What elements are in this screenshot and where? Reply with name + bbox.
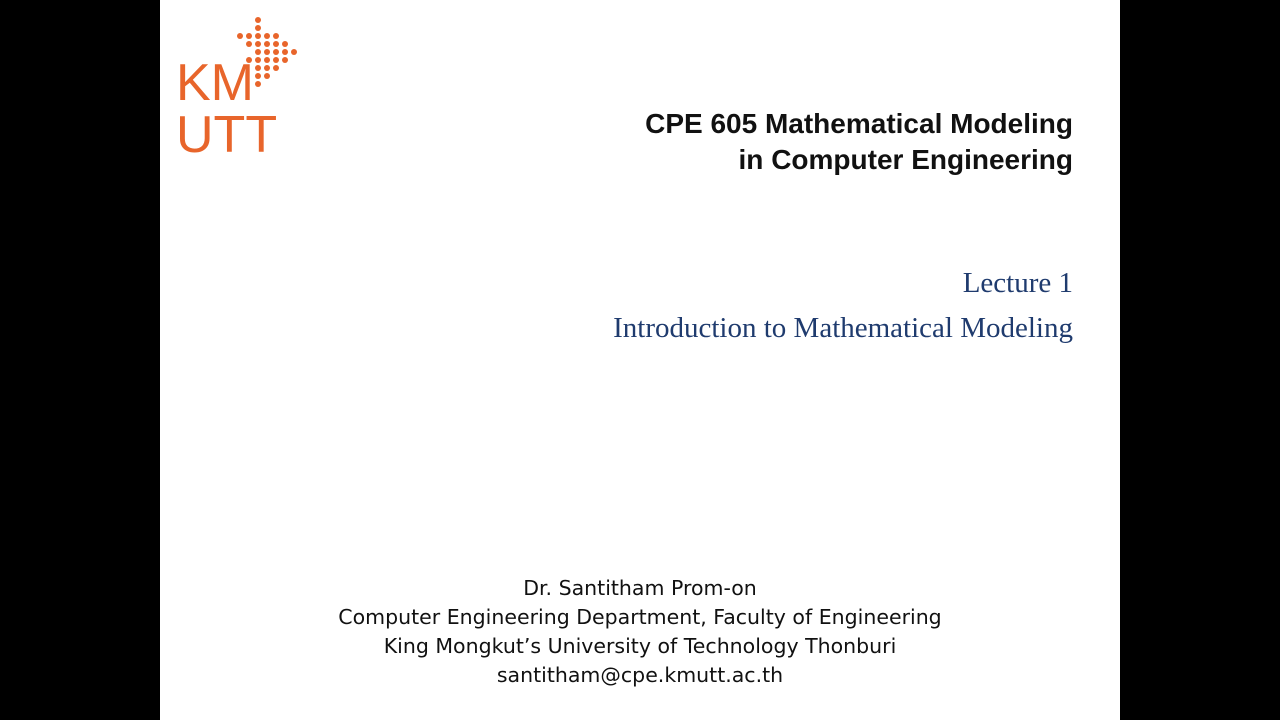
author-university: King Mongkut’s University of Technology Thonburi — [383, 634, 897, 658]
slide — [160, 0, 1120, 720]
author-department: Computer Engineering Department, Faculty of Engineering — [338, 605, 942, 629]
author-name: Dr. Santitham Prom-on — [523, 576, 757, 600]
lecture-topic: Introduction to Mathematical Modeling — [613, 312, 1073, 344]
kmutt-logo-icon — [176, 14, 300, 158]
course-title-line-1: CPE 605 Mathematical Modeling — [645, 108, 1073, 139]
lecture-number: Lecture 1 — [962, 267, 1073, 299]
author-block — [160, 574, 1120, 690]
svg-text:KM: KM — [176, 54, 254, 112]
course-title — [645, 106, 1073, 178]
course-title-line-2: in Computer Engineering — [738, 144, 1073, 175]
svg-text:UTT: UTT — [176, 106, 278, 158]
lecture-heading — [613, 261, 1073, 351]
author-email: santitham@cpe.kmutt.ac.th — [496, 663, 784, 687]
